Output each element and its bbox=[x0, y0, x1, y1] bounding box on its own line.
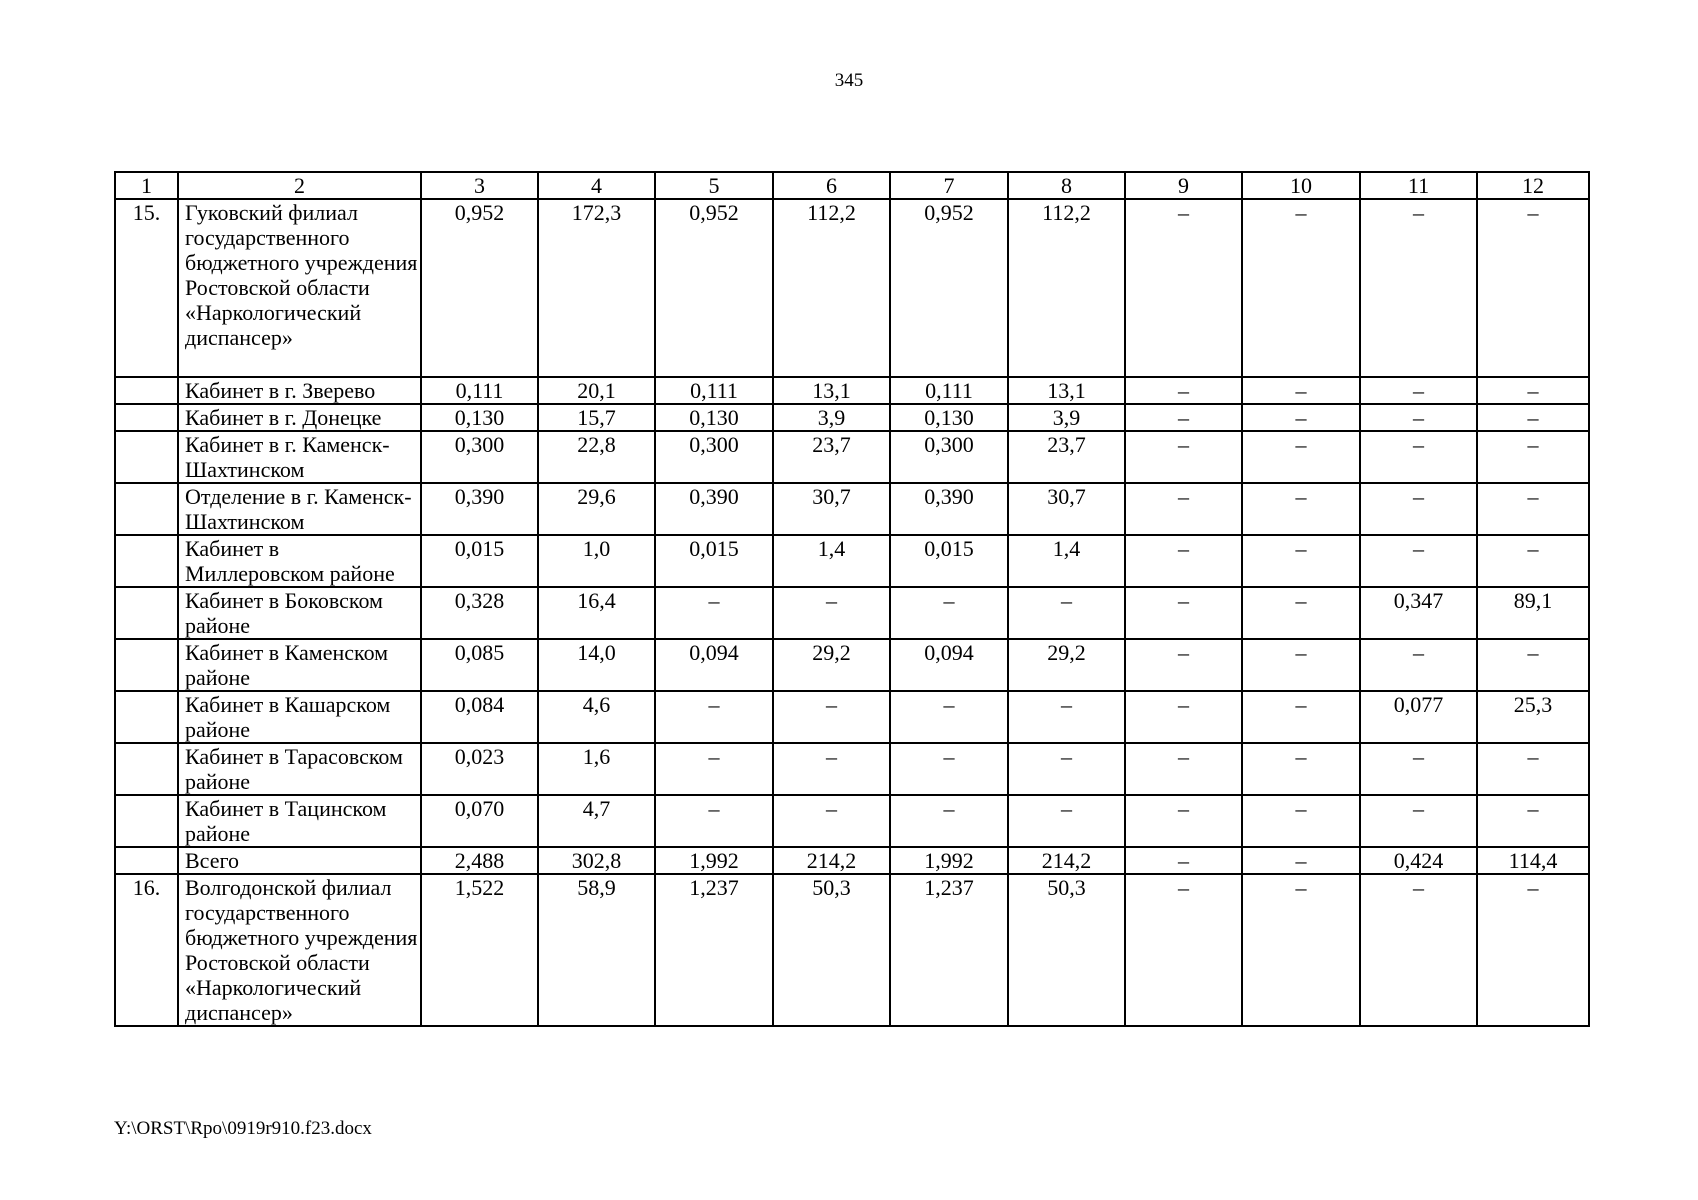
table-cell: – bbox=[1360, 199, 1477, 377]
table-cell: – bbox=[1125, 847, 1242, 874]
institution-name: Кабинет в г. Зверево bbox=[178, 377, 421, 404]
table-cell: – bbox=[1008, 587, 1125, 639]
table-row bbox=[115, 404, 1589, 431]
page-number: 345 bbox=[834, 70, 864, 91]
institution-name: Всего bbox=[178, 847, 421, 874]
institution-name: Кабинет в Миллеровском районе bbox=[178, 535, 421, 587]
table-row bbox=[115, 199, 1589, 377]
table-cell: – bbox=[1008, 795, 1125, 847]
table-cell: 16,4 bbox=[538, 587, 655, 639]
row-number bbox=[115, 404, 178, 431]
table-cell: 1,237 bbox=[655, 874, 773, 1026]
table-cell: 0,328 bbox=[421, 587, 538, 639]
data-table bbox=[114, 171, 1590, 1027]
table-row bbox=[115, 587, 1589, 639]
table-row bbox=[115, 377, 1589, 404]
table-cell: 112,2 bbox=[1008, 199, 1125, 377]
table-cell: – bbox=[1242, 691, 1360, 743]
table-row bbox=[115, 795, 1589, 847]
column-header: 11 bbox=[1360, 172, 1477, 199]
table-cell: 20,1 bbox=[538, 377, 655, 404]
column-header: 10 bbox=[1242, 172, 1360, 199]
table-cell: – bbox=[1008, 691, 1125, 743]
row-number bbox=[115, 847, 178, 874]
table-row bbox=[115, 847, 1589, 874]
column-header: 9 bbox=[1125, 172, 1242, 199]
table-cell: – bbox=[1242, 587, 1360, 639]
table-cell: – bbox=[1360, 404, 1477, 431]
row-number: 16. bbox=[115, 874, 178, 1026]
table-cell: – bbox=[1242, 404, 1360, 431]
table-cell: – bbox=[655, 587, 773, 639]
table-cell: – bbox=[890, 795, 1008, 847]
table-cell: 30,7 bbox=[773, 483, 890, 535]
table-cell: 0,130 bbox=[890, 404, 1008, 431]
table-cell: – bbox=[1242, 483, 1360, 535]
table-row bbox=[115, 483, 1589, 535]
table-cell: 25,3 bbox=[1477, 691, 1589, 743]
table-cell: 0,390 bbox=[421, 483, 538, 535]
table-cell: – bbox=[1360, 535, 1477, 587]
table-cell: – bbox=[1242, 874, 1360, 1026]
table-cell: 0,111 bbox=[421, 377, 538, 404]
institution-name: Кабинет в Тарасовском районе bbox=[178, 743, 421, 795]
table-cell: – bbox=[1242, 431, 1360, 483]
institution-name: Кабинет в Каменском районе bbox=[178, 639, 421, 691]
table-cell: 0,084 bbox=[421, 691, 538, 743]
table-cell: – bbox=[773, 743, 890, 795]
table-cell: – bbox=[1477, 535, 1589, 587]
table-cell: – bbox=[1360, 795, 1477, 847]
institution-name: Волгодонской филиал государственного бюджетного учреждения Ростовской области «Наркологический диспансер» bbox=[178, 874, 421, 1026]
table-cell: – bbox=[655, 795, 773, 847]
table-cell: 50,3 bbox=[1008, 874, 1125, 1026]
table-cell: – bbox=[1125, 691, 1242, 743]
column-header: 1 bbox=[115, 172, 178, 199]
row-number bbox=[115, 431, 178, 483]
table-cell: 302,8 bbox=[538, 847, 655, 874]
table-cell: – bbox=[1242, 377, 1360, 404]
table-cell: – bbox=[1125, 483, 1242, 535]
table-cell: 172,3 bbox=[538, 199, 655, 377]
table-cell: 3,9 bbox=[773, 404, 890, 431]
table-cell: 4,7 bbox=[538, 795, 655, 847]
table-cell: 1,522 bbox=[421, 874, 538, 1026]
table-cell: 3,9 bbox=[1008, 404, 1125, 431]
table-cell: 0,111 bbox=[890, 377, 1008, 404]
institution-name: Кабинет в Тацинском районе bbox=[178, 795, 421, 847]
table-cell: – bbox=[1360, 483, 1477, 535]
column-header: 12 bbox=[1477, 172, 1589, 199]
table-cell: 13,1 bbox=[1008, 377, 1125, 404]
table-cell: – bbox=[655, 743, 773, 795]
column-header: 2 bbox=[178, 172, 421, 199]
table-cell: – bbox=[1125, 377, 1242, 404]
table-cell: – bbox=[890, 587, 1008, 639]
row-number bbox=[115, 483, 178, 535]
table-row bbox=[115, 535, 1589, 587]
table-cell: – bbox=[1477, 743, 1589, 795]
table-cell: – bbox=[1477, 199, 1589, 377]
table-cell: 214,2 bbox=[773, 847, 890, 874]
table-cell: – bbox=[890, 743, 1008, 795]
row-number bbox=[115, 535, 178, 587]
table-cell: – bbox=[1242, 535, 1360, 587]
table-row bbox=[115, 431, 1589, 483]
table-cell: – bbox=[1360, 431, 1477, 483]
table-cell: – bbox=[1125, 535, 1242, 587]
table-row bbox=[115, 691, 1589, 743]
table-cell: – bbox=[1125, 743, 1242, 795]
table-cell: 0,300 bbox=[890, 431, 1008, 483]
institution-name: Кабинет в г. Донецке bbox=[178, 404, 421, 431]
column-number-row bbox=[115, 172, 1589, 199]
table-cell: 14,0 bbox=[538, 639, 655, 691]
column-header: 6 bbox=[773, 172, 890, 199]
table-cell: 0,952 bbox=[421, 199, 538, 377]
table-cell: 114,4 bbox=[1477, 847, 1589, 874]
row-number bbox=[115, 639, 178, 691]
table-cell: 0,015 bbox=[421, 535, 538, 587]
table-cell: 1,0 bbox=[538, 535, 655, 587]
row-number: 15. bbox=[115, 199, 178, 377]
table-cell: – bbox=[1125, 587, 1242, 639]
institution-name: Отделение в г. Каменск-Шахтинском bbox=[178, 483, 421, 535]
table-cell: 23,7 bbox=[773, 431, 890, 483]
table-cell: 1,4 bbox=[773, 535, 890, 587]
row-number bbox=[115, 587, 178, 639]
table-row bbox=[115, 639, 1589, 691]
table-cell: – bbox=[1477, 483, 1589, 535]
table-cell: – bbox=[655, 691, 773, 743]
table-row bbox=[115, 743, 1589, 795]
table-cell: – bbox=[1477, 639, 1589, 691]
table-cell: 1,237 bbox=[890, 874, 1008, 1026]
table-cell: 0,094 bbox=[655, 639, 773, 691]
institution-name: Кабинет в Боковском районе bbox=[178, 587, 421, 639]
table-cell: – bbox=[773, 691, 890, 743]
table-cell: 0,347 bbox=[1360, 587, 1477, 639]
table-cell: – bbox=[1125, 874, 1242, 1026]
table-cell: 0,015 bbox=[890, 535, 1008, 587]
footer-file-path: Y:\ORST\Rpo\0919r910.f23.docx bbox=[114, 1118, 372, 1139]
table-cell: 89,1 bbox=[1477, 587, 1589, 639]
table-cell: 0,023 bbox=[421, 743, 538, 795]
table-cell: 0,070 bbox=[421, 795, 538, 847]
row-number bbox=[115, 743, 178, 795]
table-cell: 4,6 bbox=[538, 691, 655, 743]
table-cell: – bbox=[1477, 795, 1589, 847]
table-cell: – bbox=[1125, 639, 1242, 691]
table-cell: – bbox=[773, 795, 890, 847]
table-cell: 0,390 bbox=[655, 483, 773, 535]
table-row bbox=[115, 874, 1589, 1026]
column-header: 3 bbox=[421, 172, 538, 199]
table-cell: 29,2 bbox=[773, 639, 890, 691]
table-cell: 13,1 bbox=[773, 377, 890, 404]
table-cell: – bbox=[773, 587, 890, 639]
table-cell: 0,300 bbox=[655, 431, 773, 483]
table-cell: 1,6 bbox=[538, 743, 655, 795]
column-header: 8 bbox=[1008, 172, 1125, 199]
table-cell: – bbox=[1125, 199, 1242, 377]
column-header: 4 bbox=[538, 172, 655, 199]
table-cell: 0,077 bbox=[1360, 691, 1477, 743]
table-cell: 0,952 bbox=[655, 199, 773, 377]
table-cell: 1,992 bbox=[655, 847, 773, 874]
table-cell: – bbox=[1242, 743, 1360, 795]
table-cell: – bbox=[1360, 639, 1477, 691]
table-cell: 1,992 bbox=[890, 847, 1008, 874]
table-cell: – bbox=[1477, 431, 1589, 483]
table-cell: 0,130 bbox=[655, 404, 773, 431]
table-cell: 29,6 bbox=[538, 483, 655, 535]
table-cell: 0,015 bbox=[655, 535, 773, 587]
table-cell: – bbox=[1125, 431, 1242, 483]
table-cell: 22,8 bbox=[538, 431, 655, 483]
table-cell: 112,2 bbox=[773, 199, 890, 377]
table-cell: – bbox=[1360, 874, 1477, 1026]
table-cell: 23,7 bbox=[1008, 431, 1125, 483]
table-cell: – bbox=[1477, 874, 1589, 1026]
table-cell: – bbox=[1242, 199, 1360, 377]
table-cell: 30,7 bbox=[1008, 483, 1125, 535]
table-cell: 0,094 bbox=[890, 639, 1008, 691]
table-cell: – bbox=[1360, 377, 1477, 404]
institution-name: Кабинет в г. Каменск-Шахтинском bbox=[178, 431, 421, 483]
table-cell: – bbox=[1125, 795, 1242, 847]
table-cell: 0,130 bbox=[421, 404, 538, 431]
table-cell: 2,488 bbox=[421, 847, 538, 874]
institution-name: Кабинет в Кашарском районе bbox=[178, 691, 421, 743]
table-cell: 58,9 bbox=[538, 874, 655, 1026]
column-header: 7 bbox=[890, 172, 1008, 199]
table-cell: 1,4 bbox=[1008, 535, 1125, 587]
table-cell: 0,952 bbox=[890, 199, 1008, 377]
table-cell: – bbox=[1242, 639, 1360, 691]
table-cell: – bbox=[1008, 743, 1125, 795]
table-cell: 214,2 bbox=[1008, 847, 1125, 874]
table-cell: 15,7 bbox=[538, 404, 655, 431]
row-number bbox=[115, 691, 178, 743]
institution-name: Гуковский филиал государственного бюджетного учреждения Ростовской области «Наркологический диспансер» bbox=[178, 199, 421, 377]
table-cell: – bbox=[1360, 743, 1477, 795]
table-cell: – bbox=[1242, 795, 1360, 847]
table-cell: 0,085 bbox=[421, 639, 538, 691]
table-cell: – bbox=[1477, 404, 1589, 431]
table-cell: 0,111 bbox=[655, 377, 773, 404]
row-number bbox=[115, 795, 178, 847]
table-cell: 0,300 bbox=[421, 431, 538, 483]
row-number bbox=[115, 377, 178, 404]
table-cell: – bbox=[1242, 847, 1360, 874]
table-cell: 0,390 bbox=[890, 483, 1008, 535]
table-cell: 0,424 bbox=[1360, 847, 1477, 874]
column-header: 5 bbox=[655, 172, 773, 199]
table-cell: 29,2 bbox=[1008, 639, 1125, 691]
table-cell: 50,3 bbox=[773, 874, 890, 1026]
table-cell: – bbox=[890, 691, 1008, 743]
table-cell: – bbox=[1477, 377, 1589, 404]
table-cell: – bbox=[1125, 404, 1242, 431]
